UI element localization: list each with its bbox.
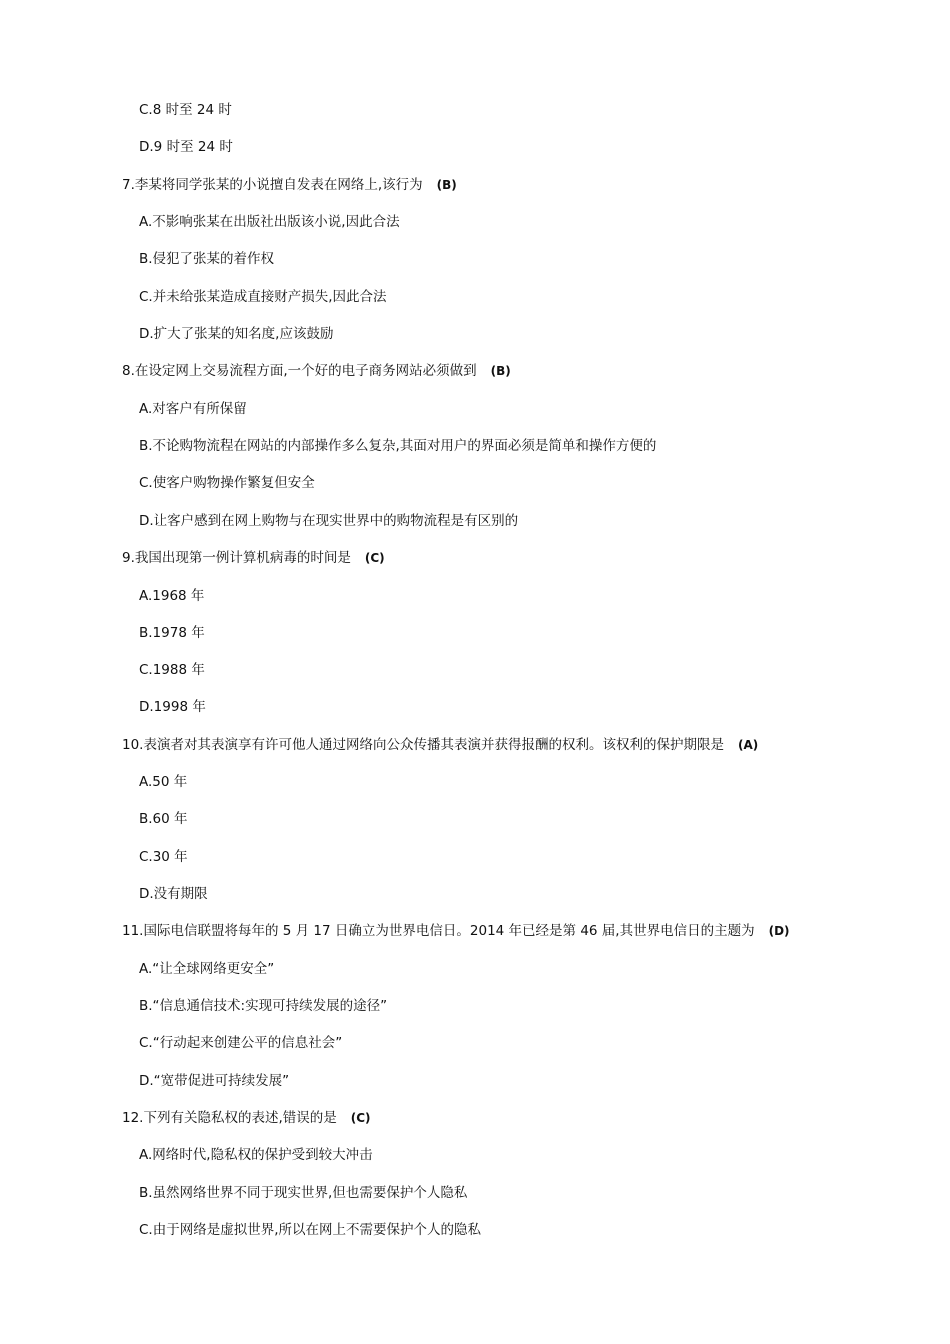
option-line: A.1968 年 [139,588,205,604]
question-line: 7.李某将同学张某的小说擅自发表在网络上,该行为 (B) [122,177,457,193]
option-line: A.50 年 [139,774,188,790]
option-line: C.8 时至 24 时 [139,102,232,118]
option-line: A.不影响张某在出版社出版该小说,因此合法 [139,214,400,230]
option-line: B.虽然网络世界不同于现实世界,但也需要保护个人隐私 [139,1185,468,1201]
question-line: 12.下列有关隐私权的表述,错误的是 (C) [122,1110,371,1126]
option-line: C.“行动起来创建公平的信息社会” [139,1035,343,1051]
option-line: C.30 年 [139,849,188,865]
answer-label: (A) [737,738,759,752]
option-line: A.“让全球网络更安全” [139,961,275,977]
option-line: B.1978 年 [139,625,205,641]
option-line: B.侵犯了张某的着作权 [139,251,275,267]
option-line: B.不论购物流程在网站的内部操作多么复杂,其面对用户的界面必须是简单和操作方便的 [139,438,657,454]
option-line: A.对客户有所保留 [139,401,247,417]
option-line: C.由于网络是虚拟世界,所以在网上不需要保护个人的隐私 [139,1222,482,1238]
option-line: C.并未给张某造成直接财产损失,因此合法 [139,289,387,305]
option-line: C.1988 年 [139,662,205,678]
question-line: 9.我国出现第一例计算机病毒的时间是 (C) [122,550,385,566]
option-line: B.60 年 [139,811,188,827]
answer-label: (C) [350,1111,371,1125]
answer-label: (B) [436,178,457,192]
option-line: D.没有期限 [139,886,208,902]
option-line: D.9 时至 24 时 [139,139,233,155]
option-line: D.1998 年 [139,699,206,715]
option-line: D.让客户感到在网上购物与在现实世界中的购物流程是有区别的 [139,513,519,529]
option-line: D.扩大了张某的知名度,应该鼓励 [139,326,334,342]
question-line: 10.表演者对其表演享有许可他人通过网络向公众传播其表演并获得报酬的权利。该权利的保护期限是 (A) [122,737,759,753]
option-line: C.使客户购物操作繁复但安全 [139,475,315,491]
answer-label: (B) [490,364,511,378]
answer-label: (D) [768,924,790,938]
answer-label: (C) [364,551,385,565]
option-line: A.网络时代,隐私权的保护受到较大冲击 [139,1147,373,1163]
option-line: D.“宽带促进可持续发展” [139,1073,290,1089]
question-line: 8.在设定网上交易流程方面,一个好的电子商务网站必须做到 (B) [122,363,511,379]
option-line: B.“信息通信技术:实现可持续发展的途径” [139,998,388,1014]
question-line: 11.国际电信联盟将每年的 5 月 17 日确立为世界电信日。2014 年已经是第 46 届,其世界电信日的主题为 (D) [122,923,790,939]
